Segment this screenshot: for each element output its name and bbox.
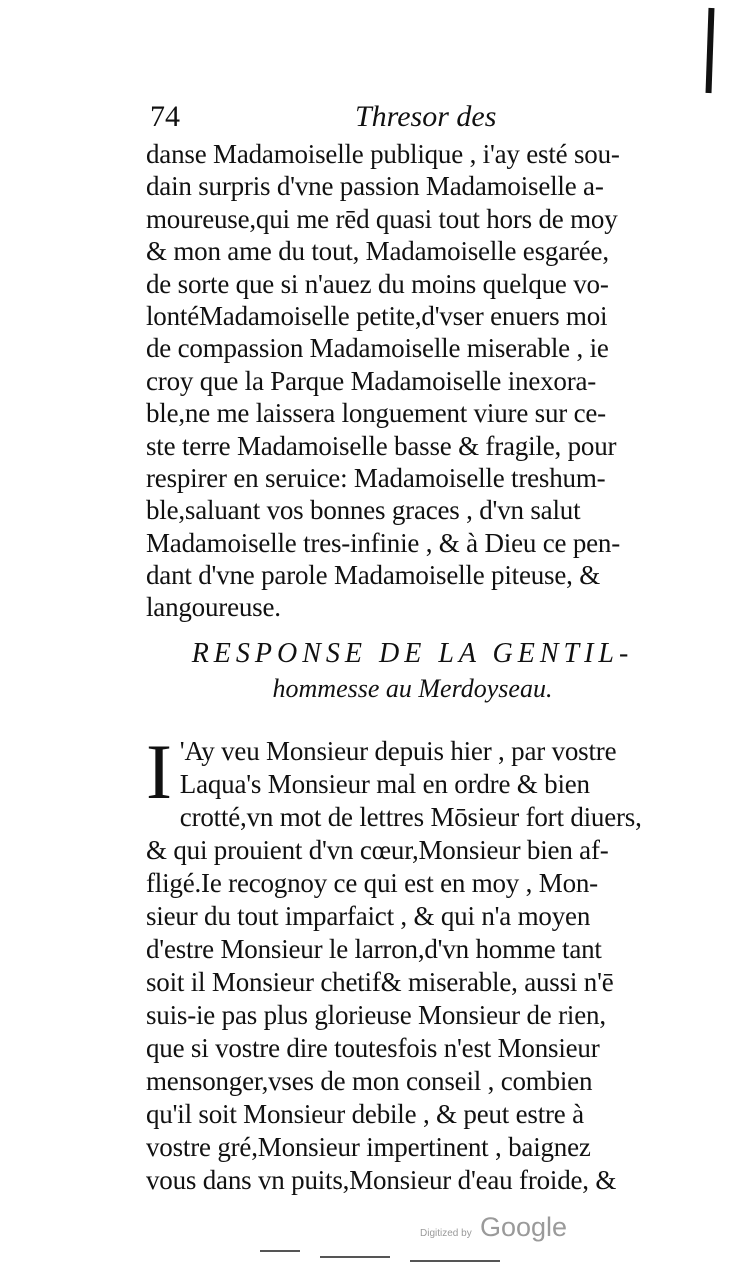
- page-header: [150, 100, 550, 140]
- text-line: mensonger,vses de mon conseil , combien: [146, 1066, 593, 1096]
- text-line: que si vostre dire toutesfois n'est Monsieur: [146, 1033, 600, 1063]
- text-line: de sorte que si n'auez du moins quelque vo-: [146, 268, 609, 299]
- text-line: vous dans vn puits,Monsieur d'eau froide, &: [146, 1165, 617, 1195]
- text-line: dain surpris d'vne passion Madamoiselle a-: [146, 171, 604, 202]
- heading-line-2: hommesse au Merdoyseau.: [272, 674, 553, 703]
- watermark-prefix: Digitized by: [420, 1228, 472, 1239]
- text-line: soit il Monsieur chetif& miserable, aussi n'ē: [146, 967, 614, 997]
- heading-line-1: RESPONSE DE LA GENTIL-: [191, 638, 634, 669]
- text-line: lontéMadamoiselle petite,d'vser enuers moi: [146, 300, 608, 331]
- text-line: qu'il soit Monsieur debile , & peut estre à: [146, 1099, 584, 1129]
- margin-ink-mark: [706, 8, 715, 93]
- text-line: & qui prouient d'vn cœur,Monsieur bien af-: [146, 835, 609, 865]
- scan-specks: [260, 1242, 560, 1272]
- text-line: ble,saluant vos bonnes graces , d'vn salut: [146, 495, 581, 526]
- text-line: respirer en seruice: Madamoiselle treshum-: [146, 462, 606, 493]
- text-line: langoureuse.: [146, 592, 281, 623]
- text-line: & mon ame du tout, Madamoiselle esgarée,: [146, 236, 609, 267]
- speck: [320, 1256, 390, 1258]
- text-line: 'Ay veu Monsieur depuis hier , par vostre: [179, 736, 617, 766]
- text-line: suis-ie pas plus glorieuse Monsieur de rien,: [146, 1000, 606, 1030]
- section-heading: [140, 636, 685, 706]
- speck: [260, 1250, 300, 1252]
- text-line: ste terre Madamoiselle basse & fragile, pour: [146, 430, 617, 461]
- text-line: croy que la Parque Madamoiselle inexora-: [146, 365, 597, 396]
- text-line: ble,ne me laissera longuement viure sur ce-: [146, 398, 606, 429]
- page-number: 74: [150, 100, 180, 133]
- text-line: crotté,vn mot de lettres Mōsieur fort diuers,: [179, 802, 642, 832]
- letter-text: [146, 138, 676, 624]
- text-line: fligé.Ie recognoy ce qui est en moy , Mon-: [146, 868, 598, 898]
- reply-text: [146, 728, 676, 1197]
- drop-cap: I: [146, 728, 172, 815]
- text-line: Madamoiselle tres-infinie , & à Dieu ce pen-: [146, 527, 621, 558]
- text-line: dant d'vne parole Madamoiselle piteuse, &: [146, 560, 601, 591]
- text-line: sieur du tout imparfaict , & qui n'a moyen: [146, 901, 591, 931]
- text-line: d'estre Monsieur le larron,d'vn homme tant: [146, 934, 602, 964]
- watermark-brand: Google: [480, 1212, 568, 1242]
- text-line: de compassion Madamoiselle miserable , ie: [146, 333, 609, 364]
- text-line: danse Madamoiselle publique , i'ay esté sou-: [146, 139, 620, 169]
- running-head: Thresor des: [355, 100, 497, 133]
- text-line: vostre gré,Monsieur impertinent , baignez: [146, 1132, 591, 1162]
- text-line: moureuse,qui me rēd quasi tout hors de moy: [146, 203, 618, 234]
- text-line: Laqua's Monsieur mal en ordre & bien: [179, 769, 590, 799]
- speck: [410, 1260, 500, 1262]
